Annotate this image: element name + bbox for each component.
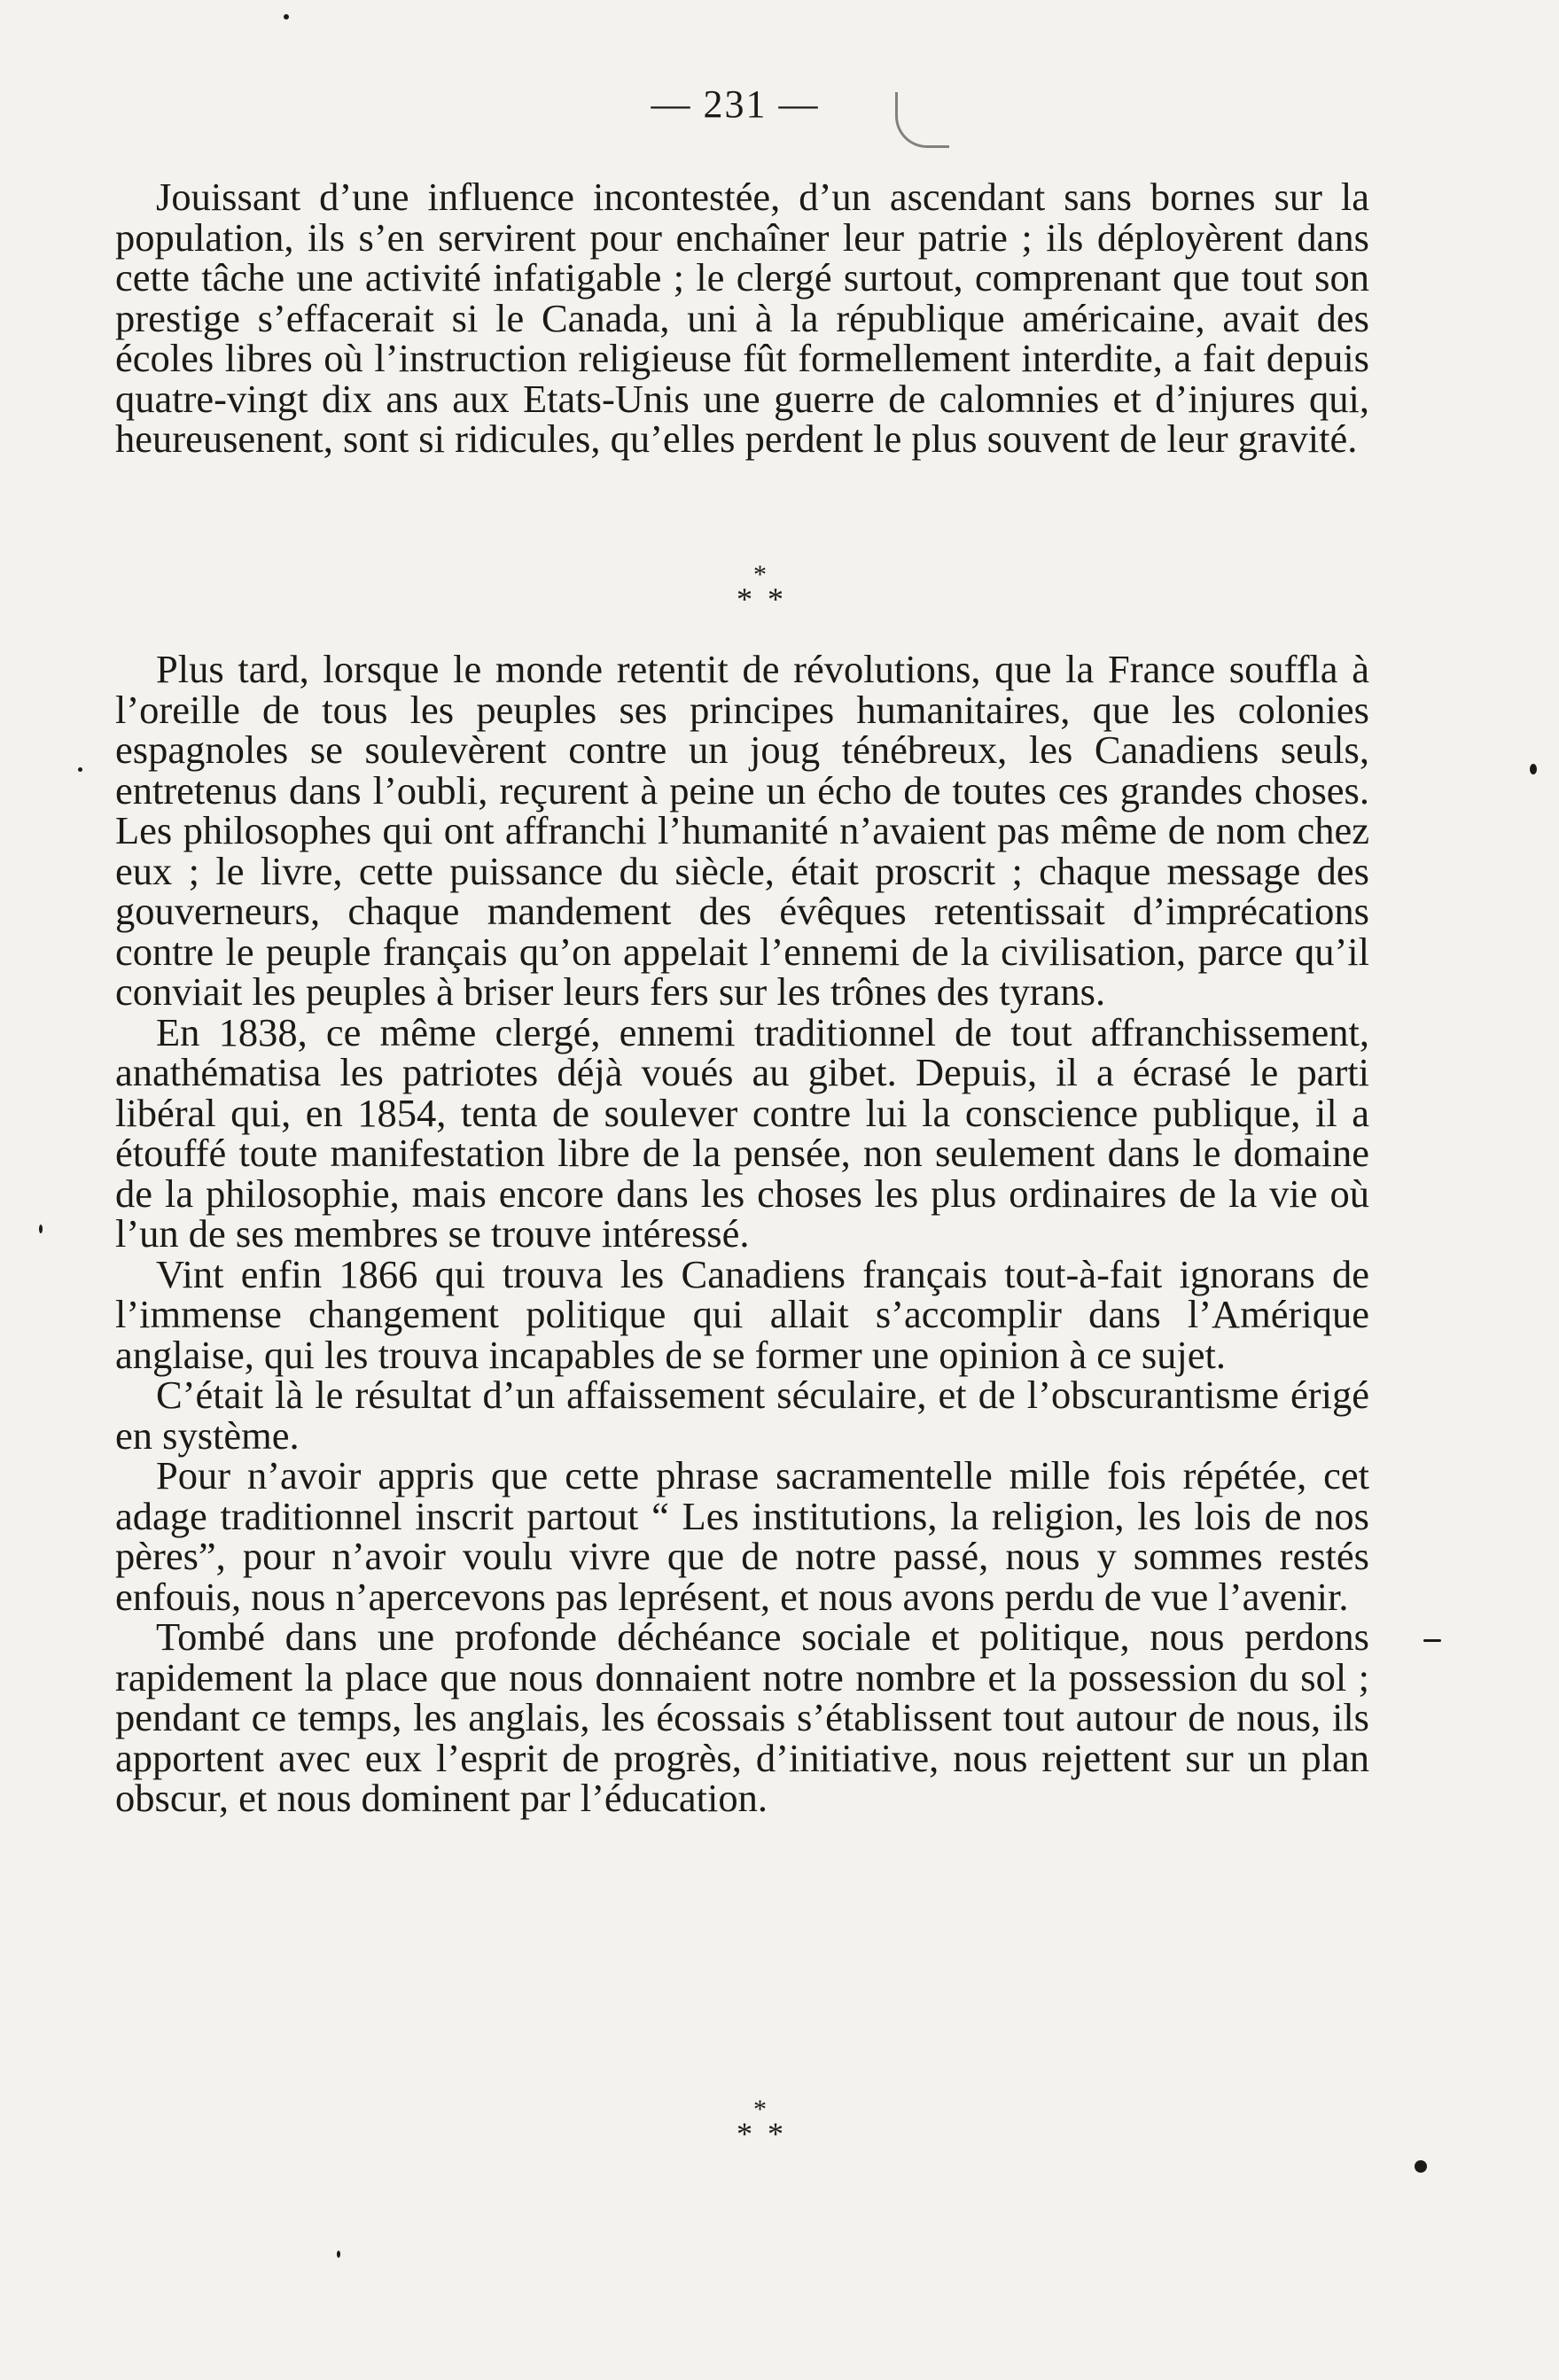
ink-speck [1423, 1639, 1441, 1642]
ink-speck [78, 767, 82, 772]
paragraph: Tombé dans une profonde déchéance sociale et politique, nous perdons rapidement la place que nous donnaient notre nombre et la possession du sol ; pendant ce temps, les anglais, les écossais s’établissent tout autour de nous, ils apportent avec eux l’esprit de progrès, d’initiative, nous rejettent sur un plan obscur, et nous dominent par l’éducation. [115, 1614, 1369, 1820]
asterism-bottom-stars: * * [737, 581, 787, 617]
ink-speck [1530, 764, 1537, 774]
asterism-separator-bottom [0, 2095, 1541, 2151]
paragraph: C’était là le résultat d’un affaissement séculaire, et de l’obscurantisme érigé en système. [115, 1373, 1369, 1458]
ink-speck [337, 2251, 340, 2258]
asterism-top-star: * [753, 2095, 770, 2124]
paragraph: Plus tard, lorsque le monde retentit de révolutions, que la France souffla à l’oreille de tous les peuples ses principes humanitaires, que les colonies espagnoles se soulevèrent contre un joug ténébreux, les Canadiens seuls, entretenus dans l’oubli, reçurent à peine un écho de toutes ces grandes choses. Les philosophes qui ont affranchi l’humanité n’avaient pas même de nom chez eux ; le livre, cette puissance du siècle, était proscrit ; chaque message des gouverneurs, chaque mandement des évêques retentissait d’imprécations contre le peuple français qu’on appelait l’ennemi de la civilisation, parce qu’il conviait les peuples à briser leurs fers sur les trônes des tyrans. [115, 647, 1369, 1014]
paragraph: Pour n’avoir appris que cette phrase sacramentelle mille fois répétée, cet adage traditionnel inscrit partout “ Les institutions, la religion, les lois de nos pères”, pour n’avoir voulu vivre que de notre passé, nous y sommes restés enfouis, nous n’apercevons pas leprésent, et nous avons perdu de vue l’avenir. [115, 1453, 1369, 1619]
asterism-separator [0, 560, 1541, 617]
ink-speck [284, 14, 289, 19]
asterism-bottom-stars: * * [737, 2116, 787, 2151]
text-section-2 [115, 649, 1369, 1819]
text-section-1 [115, 177, 1369, 460]
handwritten-mark [895, 92, 949, 148]
paragraph: En 1838, ce même clergé, ennemi traditionnel de tout affranchissement, anathématisa les patriotes déjà voués au gibet. Depuis, il a écrasé le parti libéral qui, en 1854, tenta de soulever contre lui la conscience publique, il a étouffé toute manifestation libre de la pensée, non seulement dans le domaine de la philosophie, mais encore dans les choses les plus ordinaires de la vie où l’un de ses membres se trouve intéressé. [115, 1009, 1369, 1256]
paragraph: Vint enfin 1866 qui trouva les Canadiens français tout-à-fait ignorans de l’immense changement politique qui allait s’accomplir dans l’Amérique anglaise, qui les trouva incapables de se former une opinion à ce sujet. [115, 1251, 1369, 1377]
paragraph: Jouissant d’une influence incontestée, d’un ascendant sans bornes sur la population, ils s’en servirent pour enchaîner leur patrie ; ils déployèrent dans cette tâche une activité infatigable ; le clergé surtout, comprenant que tout son prestige s’effacerait si le Canada, uni à la république américaine, avait des écoles libres où l’instruction religieuse fût formellement interdite, a fait depuis quatre-vingt dix ans aux Etats-Unis une guerre de calomnies et d’injures qui, heureusenent, sont si ridicules, qu’elles perdent le plus souvent de leur gravité. [115, 175, 1369, 461]
asterism-top-star: * [753, 560, 770, 589]
page-number: — 231 — [651, 82, 820, 126]
ink-speck [1415, 2160, 1427, 2173]
ink-speck [39, 1225, 43, 1233]
